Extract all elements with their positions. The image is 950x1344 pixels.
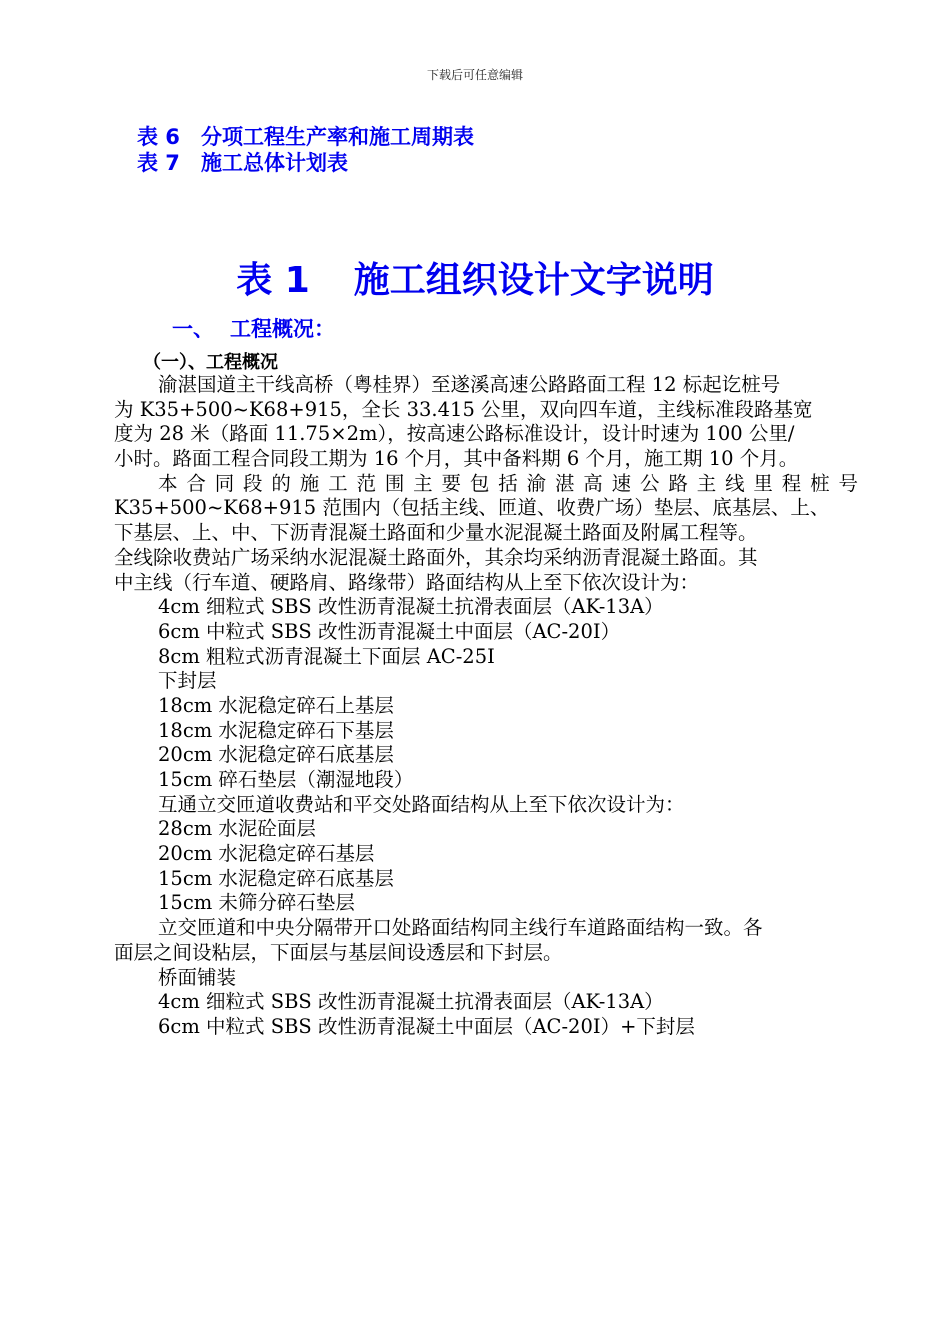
page-header-note: 下载后可任意编辑	[426, 68, 523, 82]
list-item: 4cm 细粒式 SBS 改性沥青混凝土抗滑表面层（AK-13A）	[158, 595, 664, 619]
list-item: 下封层	[158, 669, 217, 693]
title-number: 表 1	[236, 260, 310, 301]
paragraph-line: K35+500~K68+915 范围内（包括主线、匝道、收费广场）垫层、底基层、上、	[114, 496, 830, 520]
subsection-heading: （一）、工程概况	[143, 352, 278, 373]
paragraph-line: 中主线（行车道、硬路肩、路缘带）路面结构从上至下依次设计为：	[114, 570, 700, 594]
list-item: 20cm 水泥稳定碎石基层	[158, 842, 375, 866]
title-text: 施工组织设计文字说明	[353, 260, 714, 301]
paragraph-line: 本合同段的施工范围主要包括渝湛高速公路主线里程桩号	[158, 471, 858, 495]
paragraph-line: 下基层、上、中、下沥青混凝土路面和少量水泥混凝土路面及附属工程等。	[114, 521, 758, 545]
table-title: 分项工程生产率和施工周期表	[201, 125, 474, 149]
table-list	[137, 124, 474, 176]
list-item: 20cm 水泥稳定碎石底基层	[158, 743, 394, 767]
paragraph-line: 互通立交匝道收费站和平交处路面结构从上至下依次设计为：	[158, 792, 685, 816]
table-number: 表 7	[137, 151, 180, 175]
list-item: 6cm 中粒式 SBS 改性沥青混凝土中面层（AC-20I）	[158, 619, 621, 643]
body-text	[114, 373, 858, 1040]
list-item: 4cm 细粒式 SBS 改性沥青混凝土抗滑表面层（AK-13A）	[158, 990, 664, 1014]
table-list-item	[137, 150, 474, 176]
paragraph-line: 桥面铺装	[158, 965, 237, 989]
table-list-item	[137, 124, 474, 150]
document-title	[0, 252, 950, 303]
list-item: 18cm 水泥稳定碎石下基层	[158, 718, 394, 742]
section-number: 一、	[172, 317, 214, 341]
paragraph-line: 渝湛国道主干线高桥（粤桂界）至遂溪高速公路路面工程 12 标起讫桩号	[158, 373, 781, 396]
paragraph-line: 全线除收费站广场采纳水泥混凝土路面外，其余均采纳沥青混凝土路面。其	[114, 545, 758, 569]
paragraph-line: 度为 28 米（路面 11.75×2m），按高速公路标准设计，设计时速为 100 公里/	[114, 422, 795, 446]
list-item: 15cm 未筛分碎石垫层	[158, 891, 355, 915]
paragraph-line: 立交匝道和中央分隔带开口处路面结构同主线行车道路面结构一致。各	[158, 916, 763, 940]
paragraph-line: 面层之间设粘层，下面层与基层间设透层和下封层。	[114, 940, 563, 964]
list-item: 8cm 粗粒式沥青混凝土下面层 AC-25I	[158, 644, 495, 668]
section-heading	[172, 313, 335, 343]
list-item: 15cm 水泥稳定碎石底基层	[158, 866, 394, 890]
section-title: 工程概况：	[230, 317, 335, 341]
paragraph-line: 为 K35+500~K68+915，全长 33.415 公里，双向四车道，主线标准段路基宽	[114, 397, 813, 421]
list-item: 6cm 中粒式 SBS 改性沥青混凝土中面层（AC-20I）+下封层	[158, 1014, 695, 1038]
table-number: 表 6	[137, 125, 180, 149]
table-title: 施工总体计划表	[201, 151, 348, 175]
list-item: 28cm 水泥砼面层	[158, 817, 316, 841]
list-item: 15cm 碎石垫层（潮湿地段）	[158, 768, 414, 791]
paragraph-line: 小时。路面工程合同段工期为 16 个月，其中备料期 6 个月，施工期 10 个月。	[114, 447, 799, 471]
list-item: 18cm 水泥稳定碎石上基层	[158, 693, 394, 717]
